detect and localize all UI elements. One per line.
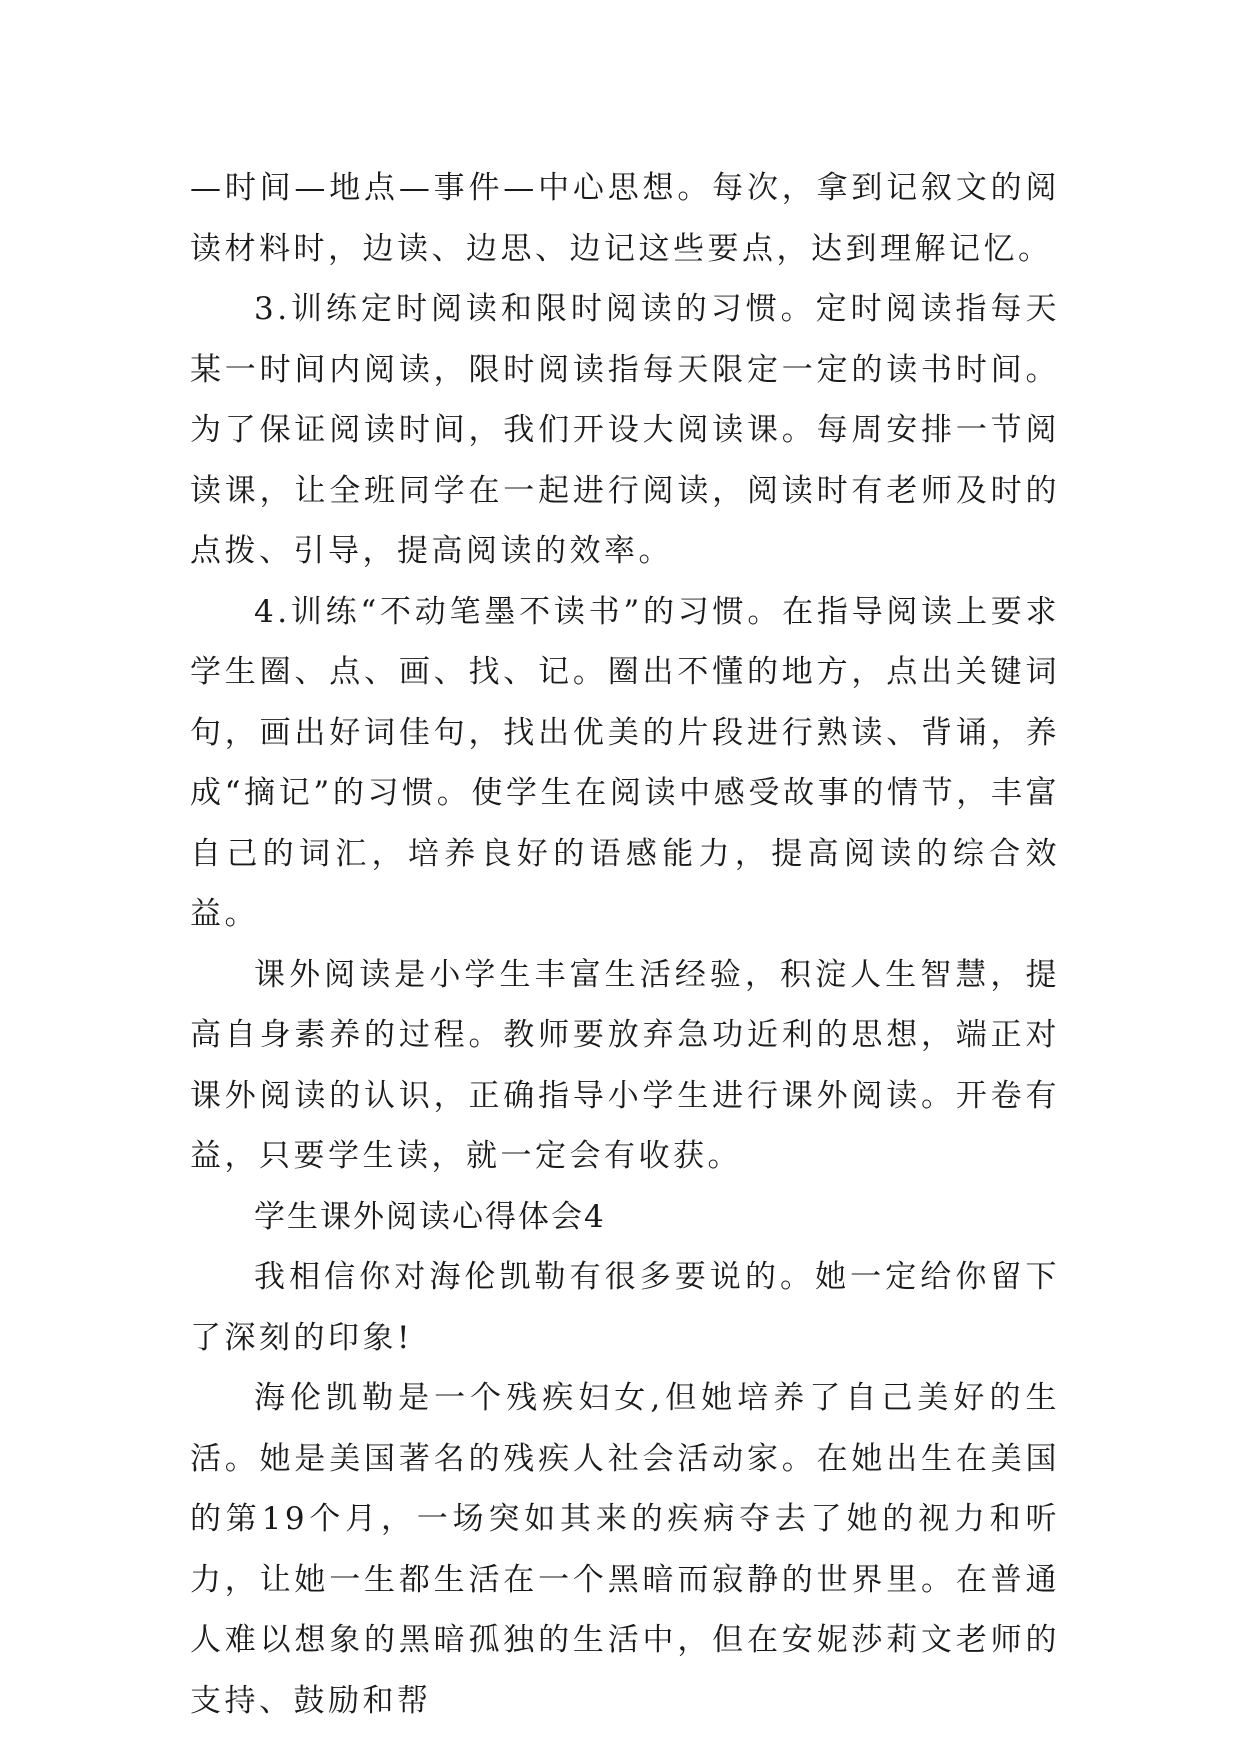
- paragraph-intro: 我相信你对海伦凯勒有很多要说的。她一定给你留下了深刻的印象!: [190, 1259, 1060, 1356]
- section-heading: 学生课外阅读心得体会4: [254, 1198, 606, 1235]
- paragraph-continued: —时间—地点—事件—中心思想。每次，拿到记叙文的阅读材料时，边读、边思、边记这些要点，达到理解记忆。: [190, 170, 1060, 267]
- paragraph-body: 海伦凯勒是一个残疾妇女,但她培养了自己美好的生活。她是美国著名的残疾人社会活动家。在她出生在美国的第19个月，一场突如其来的疾病夺去了她的视力和听力，让她一生都生活在一个黑暗而寂静的世界里。在普通人难以想象的黑暗孤独的生活中，但在安妮莎莉文老师的支持、鼓励和帮: [190, 1380, 1060, 1719]
- paragraph-item-3: 3.训练定时阅读和限时阅读的习惯。定时阅读指每天某一时间内阅读，限时阅读指每天限定一定的读书时间。为了保证阅读时间，我们开设大阅读课。每周安排一节阅读课，让全班同学在一起进行阅读，阅读时有老师及时的点拨、引导，提高阅读的效率。: [190, 291, 1060, 569]
- paragraph-conclusion: 课外阅读是小学生丰富生活经验，积淀人生智慧，提高自身素养的过程。教师要放弃急功近利的思想，端正对课外阅读的认识，正确指导小学生进行课外阅读。开卷有益，只要学生读，就一定会有收获。: [190, 956, 1060, 1174]
- paragraph-item-4: 4.训练“不动笔墨不读书”的习惯。在指导阅读上要求学生圈、点、画、找、记。圈出不懂的地方，点出关键词句，画出好词佳句，找出优美的片段进行熟读、背诵，养成“摘记”的习惯。使学生在阅读中感受故事的情节，丰富自己的词汇，培养良好的语感能力，提高阅读的综合效益。: [190, 593, 1060, 932]
- document-page: [190, 158, 1060, 1731]
